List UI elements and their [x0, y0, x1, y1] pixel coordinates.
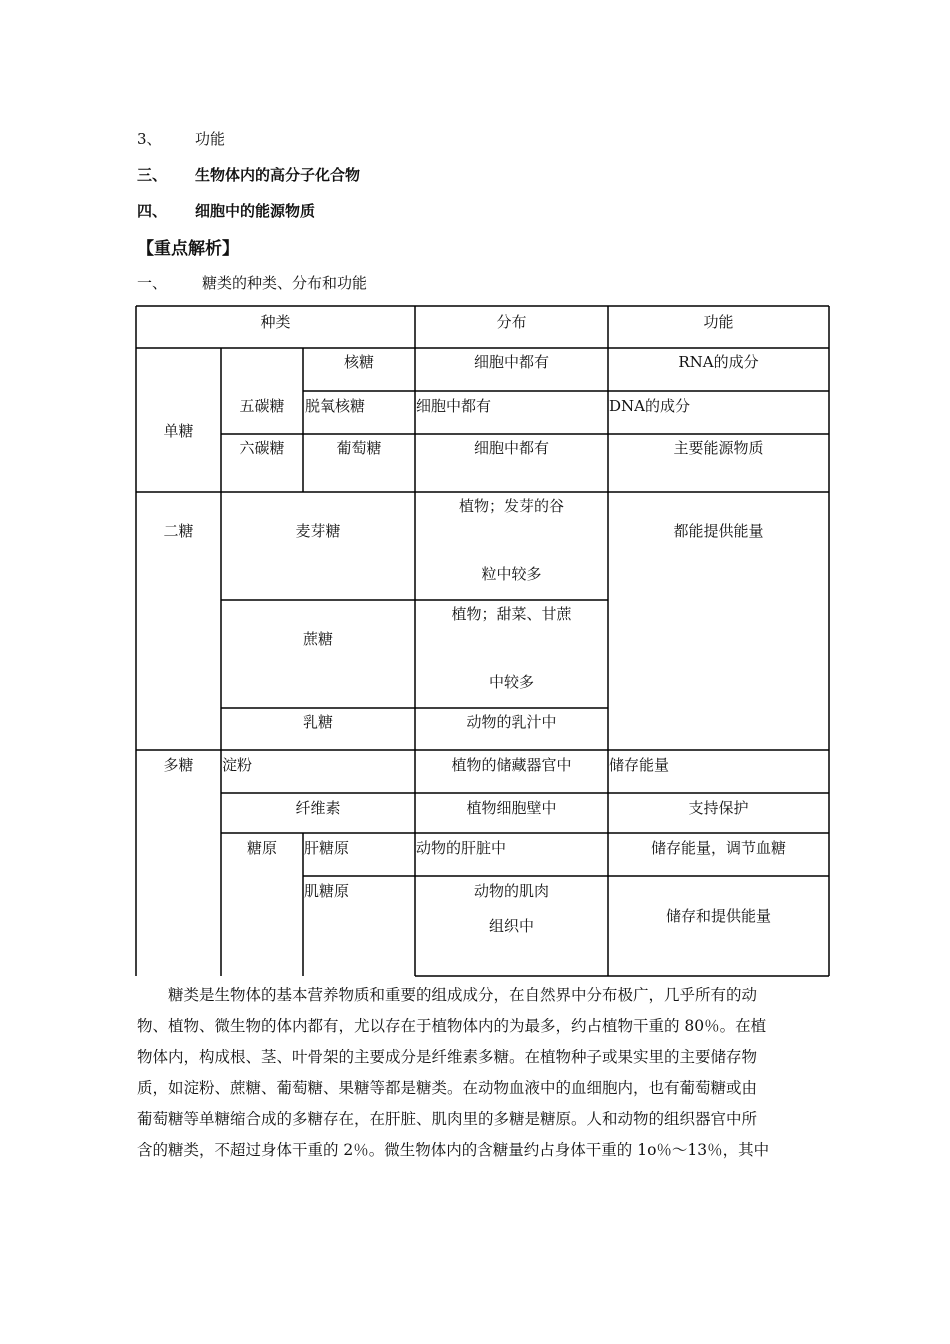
cellulose-function: 支持保护 — [688, 799, 749, 817]
paragraph-line: 葡萄糖等单糖缩合成的多糖存在，在肝脏、肌肉里的多糖是糖原。人和动物的组织器官中所 — [137, 1110, 758, 1128]
glycogen-label: 糖原 — [246, 839, 277, 857]
sucrose-distribution-line2: 中较多 — [488, 673, 534, 691]
glucose-function: 主要能源物质 — [673, 439, 764, 457]
starch-name: 淀粉 — [222, 756, 253, 774]
starch-function: 储存能量 — [609, 756, 670, 774]
section-heading: 【重点解析】 — [137, 239, 239, 259]
muscle-glycogen-distribution-line1: 动物的肌肉 — [473, 882, 549, 900]
muscle-glycogen-name: 肌糖原 — [304, 882, 350, 900]
disaccharide-label: 二糖 — [163, 522, 194, 540]
liver-glycogen-name: 肝糖原 — [304, 839, 350, 857]
paragraph-line: 质，如淀粉、蔗糖、葡萄糖、果糖等都是糖类。在动物血液中的血细胞内，也有葡萄糖或由 — [137, 1079, 758, 1097]
hexose-label: 六碳糖 — [239, 439, 285, 457]
paragraph-line: 糖类是生物体的基本营养物质和重要的组成成分，在自然界中分布极广，几乎所有的动 — [137, 986, 758, 1004]
subsection-number: 一、 — [137, 274, 168, 292]
muscle-glycogen-distribution-line2: 组织中 — [488, 917, 534, 935]
outline-text: 功能 — [195, 130, 226, 148]
header-kind: 种类 — [260, 313, 291, 331]
cellulose-name: 纤维素 — [295, 799, 341, 817]
paragraph-line: 物体内，构成根、茎、叶骨架的主要成分是纤维素多糖。在植物种子或果实里的主要储存物 — [137, 1048, 758, 1066]
lactose-name: 乳糖 — [302, 713, 333, 731]
deoxyribose-distribution: 细胞中都有 — [416, 397, 492, 415]
liver-glycogen-distribution: 动物的肝脏中 — [416, 839, 507, 857]
outline-number: 三、 — [137, 166, 168, 184]
ribose-distribution: 细胞中都有 — [473, 353, 549, 371]
subsection-text: 糖类的种类、分布和功能 — [202, 274, 368, 292]
deoxyribose-function: DNA的成分 — [609, 397, 690, 415]
paragraph-line: 物、植物、微生物的体内都有，尤以存在于植物体内的为最多，约占植物干重的 80％。在植 — [137, 1017, 767, 1035]
glucose-distribution: 细胞中都有 — [473, 439, 549, 457]
sucrose-distribution-line1: 植物；甜菜、甘蔗 — [451, 605, 572, 623]
paragraph-line: 含的糖类，不超过身体干重的 2％。微生物体内的含糖量约占身体干重的 1o％～13％，其中 — [137, 1141, 770, 1159]
outline-number: 3、 — [137, 130, 162, 148]
maltose-distribution-line1: 植物；发芽的谷 — [458, 497, 564, 515]
header-distribution: 分布 — [496, 313, 527, 331]
outline-number: 四、 — [137, 202, 168, 220]
cellulose-distribution: 植物细胞壁中 — [466, 799, 557, 817]
outline-text: 生物体内的高分子化合物 — [195, 166, 361, 184]
muscle-glycogen-function: 储存和提供能量 — [665, 907, 771, 925]
deoxyribose-name: 脱氧核糖 — [305, 397, 366, 415]
ribose-name: 核糖 — [343, 353, 374, 371]
body-paragraph — [137, 980, 817, 1166]
glucose-name: 葡萄糖 — [336, 439, 382, 457]
disaccharide-function: 都能提供能量 — [673, 522, 764, 540]
liver-glycogen-function: 储存能量，调节血糖 — [650, 839, 786, 857]
maltose-name: 麦芽糖 — [295, 522, 341, 540]
sucrose-name: 蔗糖 — [302, 630, 333, 648]
header-function: 功能 — [703, 313, 734, 331]
polysaccharide-label: 多糖 — [163, 756, 194, 774]
starch-distribution: 植物的储藏器官中 — [451, 756, 572, 774]
ribose-function: RNA的成分 — [678, 353, 759, 371]
maltose-distribution-line2: 粒中较多 — [481, 565, 542, 583]
lactose-distribution: 动物的乳汁中 — [466, 713, 557, 731]
monosaccharide-label: 单糖 — [163, 422, 194, 440]
outline-text: 细胞中的能源物质 — [195, 202, 316, 220]
pentose-label: 五碳糖 — [239, 397, 285, 415]
